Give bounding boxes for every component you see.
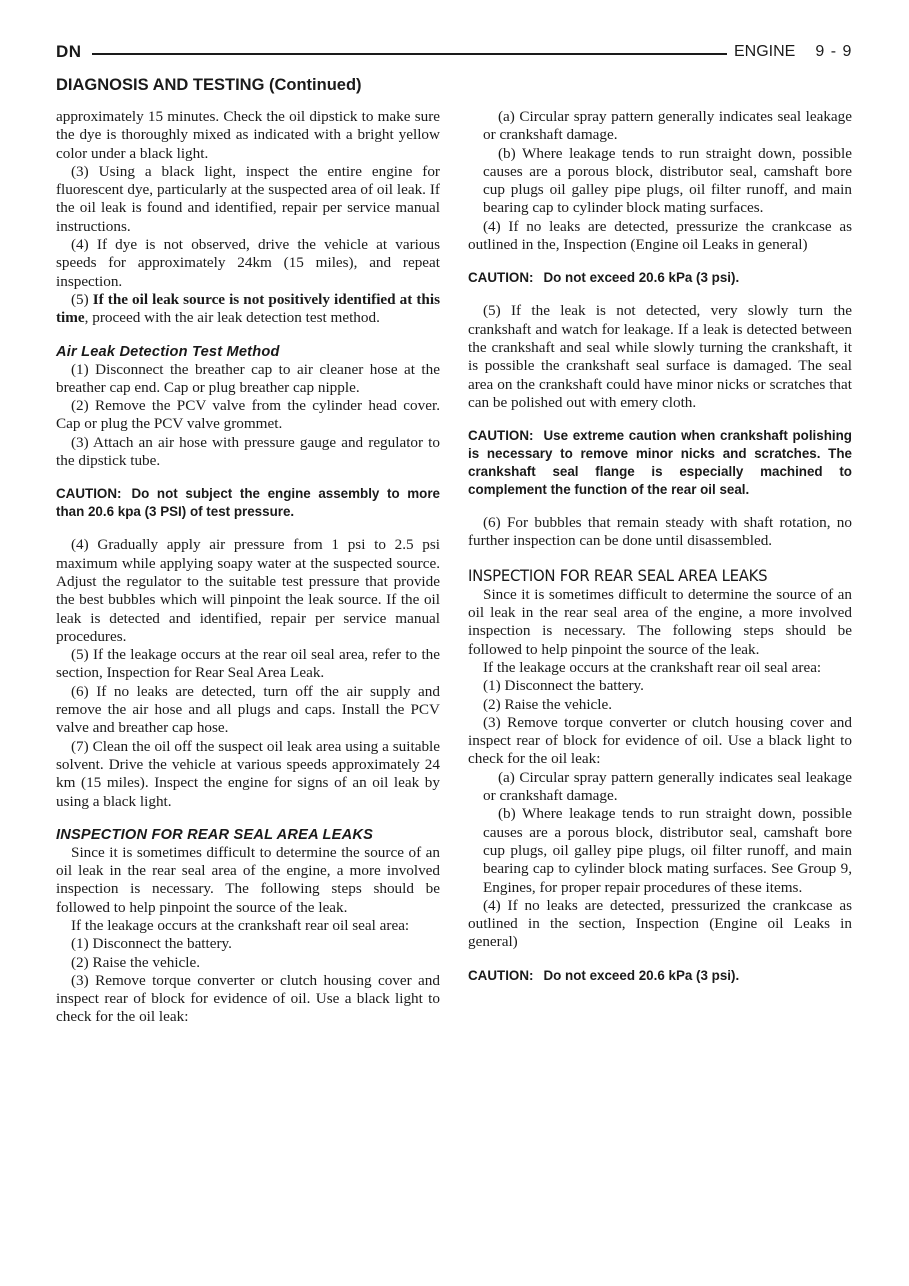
caution-text: Use extreme caution when crankshaft polishing is necessary to remove minor nicks and scratches. The crankshaft seal flange is especially machined to complement the function of the rear oil seal.: [468, 428, 852, 498]
rear-step-1: (1) Disconnect the battery.: [71, 935, 232, 953]
caution-label: CAUTION:: [56, 486, 122, 502]
header-chapter: ENGINE: [734, 43, 796, 60]
inspection-step-4: (4) If no leaks are detected, pressurized the crankcase as outlined in the section, Inspection (Engine oil Leaks in general): [468, 896, 852, 951]
inspection-step-2: (2) Raise the vehicle.: [483, 695, 613, 713]
section-title: DIAGNOSIS AND TESTING (Continued): [56, 76, 362, 94]
page-number: 9 - 9: [815, 43, 853, 60]
step-5: [56, 291, 440, 328]
header-rule: [92, 53, 727, 55]
caution-note: [468, 427, 852, 499]
caution-label: CAUTION:: [468, 270, 534, 286]
inspection-sub-step-b: (b) Where leakage tends to run straight down, possible causes are a porous block, distributor seal, camshaft bore cup plugs, oil galley pipe plugs, oil filter runoff, and main bearing cap to cylinder block mating surfaces. See Group 9, Engines, for proper repair procedures of these items.: [483, 805, 852, 896]
caution-note: [468, 967, 852, 985]
inspection-intro-2: If the leakage occurs at the crankshaft rear oil seal area:: [483, 658, 822, 676]
right-column: [468, 108, 852, 1000]
rear-seal-heading: INSPECTION FOR REAR SEAL AREA LEAKS: [56, 826, 374, 843]
step-5-bold: If the oil leak source is not positively identified at this time: [56, 290, 440, 327]
air-step-4: (4) Gradually apply air pressure from 1 psi to 2.5 psi maximum while applying soapy water at the suspected source. Adjust the regulator to the suitable test pressure that provide the best bubbles which will pinpoint the leak source. If the oil leak is detected and identified, repair per service manual procedures.: [56, 536, 440, 645]
header-section-code: DN: [56, 42, 82, 61]
left-column: [56, 108, 440, 1027]
air-step-7: (7) Clean the oil off the suspect oil leak area using a suitable solvent. Drive the vehicle at various speeds approximately 24 km (15 miles). Inspect the engine for signs of an oil leak by using a black light.: [56, 737, 440, 810]
inspection-step-1: (1) Disconnect the battery.: [483, 677, 644, 695]
inspection-heading: INSPECTION FOR REAR SEAL AREA LEAKS: [468, 565, 768, 585]
sub-step-b: (b) Where leakage tends to run straight down, possible causes are a porous block, distributor seal, camshaft bore cup plugs oil galley pipe plugs, oil filter runoff, and main bearing cap to cylinder block mating surfaces.: [483, 144, 852, 217]
rear-step-3: (3) Remove torque converter or clutch housing cover and inspect rear of block for evidence of oil. Use a black light to check for the oil leak:: [56, 971, 440, 1026]
paragraph: approximately 15 minutes. Check the oil dipstick to make sure the dye is thoroughly mixed as indicated with a bright yellow color under a black light.: [56, 108, 440, 162]
rear-step-2: (2) Raise the vehicle.: [71, 953, 201, 971]
caution-note: [468, 269, 852, 287]
rear-seal-intro: Since it is sometimes difficult to determine the source of an oil leak in the rear seal area of the engine, a more involved inspection is necessary. The following steps should be followed to help pinpoint the source of the leak.: [56, 843, 440, 916]
air-step-1: (1) Disconnect the breather cap to air cleaner hose at the breather cap end. Cap or plug breather cap nipple.: [56, 360, 440, 396]
inspection-step-3: (3) Remove torque converter or clutch housing cover and inspect rear of block for evidence of oil. Use a black light to check for the oil leak:: [468, 713, 852, 768]
step-4: (4) If dye is not observed, drive the vehicle at various speeds for approximately 24km (15 miles), and repeat inspection.: [56, 236, 440, 290]
step-5-rest: , proceed with the air leak detection test method.: [84, 309, 380, 327]
inspection-sub-step-a: (a) Circular spray pattern generally indicates seal leakage or crankshaft damage.: [483, 768, 852, 805]
sub-step-a: (a) Circular spray pattern generally indicates seal leakage or crankshaft damage.: [483, 108, 852, 144]
inspection-intro: Since it is sometimes difficult to determine the source of an oil leak in the rear seal area of the engine, a more involved inspection is necessary. The following steps should be followed to help pinpoint the source of the leak.: [468, 585, 852, 658]
air-step-2: (2) Remove the PCV valve from the cylinder head cover. Cap or plug the PCV valve grommet.: [56, 397, 440, 433]
caution-note: [56, 485, 440, 521]
caution-label: CAUTION:: [468, 967, 534, 983]
step-6: (6) For bubbles that remain steady with shaft rotation, no further inspection can be done until disassembled.: [468, 514, 852, 550]
caution-label: CAUTION:: [468, 428, 534, 444]
step-4: (4) If no leaks are detected, pressurize the crankcase as outlined in the, Inspection (Engine oil Leaks in general): [468, 217, 852, 254]
step-5: (5) If the leak is not detected, very slowly turn the crankshaft and watch for leakage. If a leak is detected between the crankshaft and seal while slowly turning the crankshaft, it is possible the crankshaft seal surface is damaged. The seal area on the crankshaft could have minor nicks or scratches that can be polished out with emery cloth.: [468, 302, 852, 411]
air-leak-heading: Air Leak Detection Test Method: [56, 343, 280, 360]
caution-text: Do not subject the engine assembly to more than 20.6 kpa (3 PSI) of test pressure.: [56, 486, 440, 520]
air-step-6: (6) If no leaks are detected, turn off the air supply and remove the air hose and all plugs and caps. Install the PCV valve and breather cap hose.: [56, 682, 440, 737]
step-5-number: (5): [71, 290, 93, 308]
step-3: (3) Using a black light, inspect the entire engine for fluorescent dye, particularly at the suspected area of oil leak. If the oil leak is found and identified, repair per service manual instructions.: [56, 162, 440, 235]
air-step-3: (3) Attach an air hose with pressure gauge and regulator to the dipstick tube.: [56, 433, 440, 470]
caution-text: Do not exceed 20.6 kPa (3 psi).: [543, 967, 740, 983]
rear-seal-intro-2: If the leakage occurs at the crankshaft rear oil seal area:: [71, 916, 410, 934]
air-step-5: (5) If the leakage occurs at the rear oil seal area, refer to the section, Inspection for Rear Seal Area Leak.: [56, 646, 440, 682]
caution-text: Do not exceed 20.6 kPa (3 psi).: [543, 270, 740, 286]
header-right: [734, 43, 852, 61]
